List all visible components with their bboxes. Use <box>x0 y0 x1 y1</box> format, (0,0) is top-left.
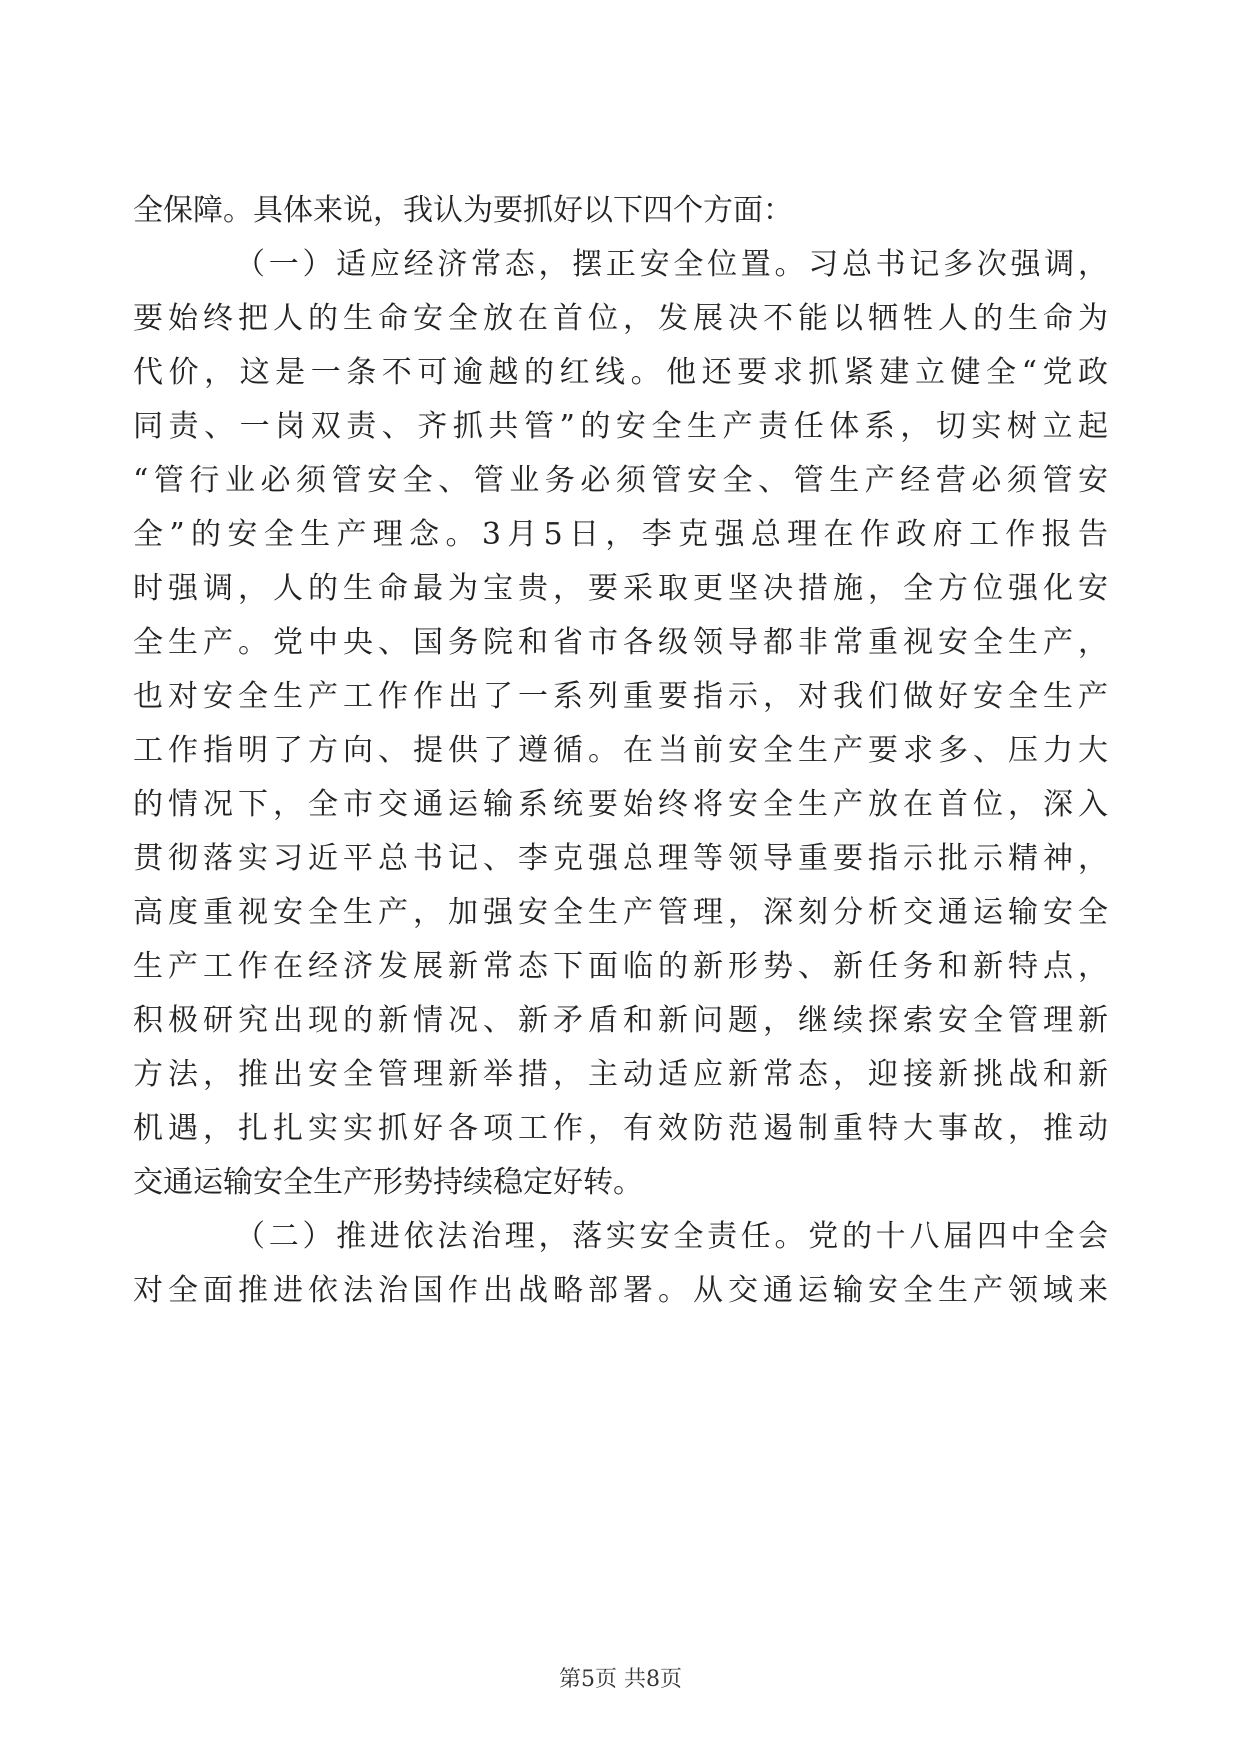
text-line: 同责、一岗双责、齐抓共管”的安全生产责任体系，切实树立起 <box>133 409 1108 444</box>
text-line: 方法，推出安全管理新举措，主动适应新常态，迎接新挑战和新 <box>133 1057 1108 1092</box>
text-line: 也对安全生产工作作出了一系列重要指示，对我们做好安全生产 <box>133 679 1108 714</box>
text-line: 要始终把人的生命安全放在首位，发展决不能以牺牲人的生命为 <box>133 301 1108 336</box>
text-line: 的情况下，全市交通运输系统要始终将安全生产放在首位，深入 <box>133 787 1108 822</box>
page-footer <box>0 1662 1241 1698</box>
text-line: 贯彻落实习近平总书记、李克强总理等领导重要指示批示精神， <box>133 841 1108 876</box>
text-line: 积极研究出现的新情况、新矛盾和新问题，继续探索安全管理新 <box>133 1003 1108 1038</box>
text-line: 工作指明了方向、提供了遵循。在当前安全生产要求多、压力大 <box>133 733 1108 768</box>
text-line: （一）适应经济常态，摆正安全位置。习总书记多次强调， <box>235 247 1108 282</box>
text-line: 全”的安全生产理念。3月5日，李克强总理在作政府工作报告 <box>133 517 1108 552</box>
text-line: 机遇，扎扎实实抓好各项工作，有效防范遏制重特大事故，推动 <box>133 1111 1108 1146</box>
text-line: 交通运输安全生产形势持续稳定好转。 <box>133 1165 643 1200</box>
text-line: 高度重视安全生产，加强安全生产管理，深刻分析交通运输安全 <box>133 895 1108 930</box>
text-line: “管行业必须管安全、管业务必须管安全、管生产经营必须管安 <box>133 463 1108 498</box>
text-line: 对全面推进依法治国作出战略部署。从交通运输安全生产领域来 <box>133 1273 1108 1308</box>
text-line: 全生产。党中央、国务院和省市各级领导都非常重视安全生产， <box>133 625 1108 660</box>
text-line: （二）推进依法治理，落实安全责任。党的十八届四中全会 <box>235 1219 1108 1254</box>
text-line: 代价，这是一条不可逾越的红线。他还要求抓紧建立健全“党政 <box>133 355 1108 390</box>
page-number: 第5页 共8页 <box>559 1667 682 1692</box>
text-line: 时强调，人的生命最为宝贵，要采取更坚决措施，全方位强化安 <box>133 571 1108 606</box>
text-line: 全保障。具体来说，我认为要抓好以下四个方面： <box>133 193 793 228</box>
text-line: 生产工作在经济发展新常态下面临的新形势、新任务和新特点， <box>133 949 1108 984</box>
